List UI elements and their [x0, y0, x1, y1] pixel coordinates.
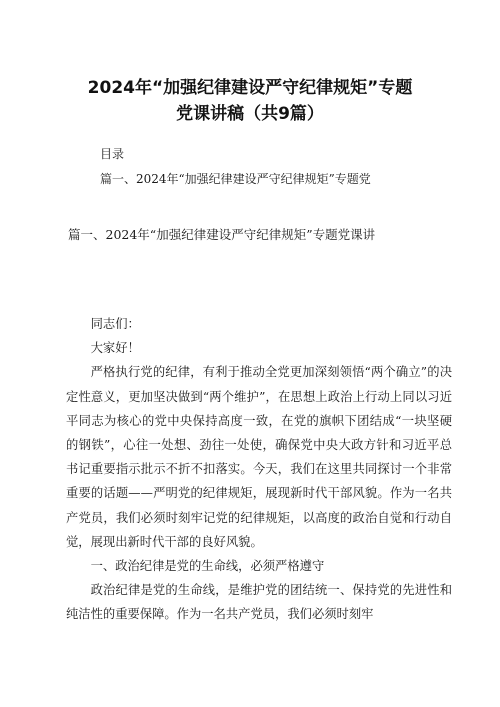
body-paragraph: 政治纪律是党的生命线，是维护党的团结统一、保持党的先进性和纯洁性的重要保障。作为一名共产党员，我们必须时刻牢: [66, 583, 452, 622]
body-paragraph: 严格执行党的纪律，有利于推动全党更加深刻领悟“两个确立”的决定性意义，更加坚决做到“两个维护”，在思想上政治上行动上同以习近平同志为核心的党中央保持高度一致，在党的旗帜下团结成“一块坚硬的钢铁”，心往一处想、劲往一处使，确保党中央大政方针和习近平总书记重要指示批示不折不扣落实。今天，我们在这里共同探讨一个非常重要的话题——严明党的纪律规矩，展现新时代干部风貌。作为一名共产党员，我们必须时刻牢记党的纪律规矩，以高度的政治自觉和行动自觉，展现出新时代干部的良好风貌。: [66, 365, 452, 549]
body-text: [66, 312, 452, 627]
salutation: 同志们：: [90, 317, 140, 331]
toc-heading: 目录: [100, 147, 125, 161]
section-heading: 篇一、2024年“加强纪律建设严守纪律规矩”专题党课讲: [68, 227, 376, 242]
document-title-line-2: 党课讲稿（共9篇）: [176, 104, 324, 124]
greeting: 大家好！: [90, 341, 140, 356]
document-title-line-1: 2024年“加强纪律建设严守纪律规矩”专题: [87, 78, 413, 98]
toc-item: 篇一、2024年“加强纪律建设严守纪律规矩”专题党: [100, 172, 371, 186]
subsection-heading: 一、政治纪律是党的生命线，必须严格遵守: [90, 559, 325, 574]
